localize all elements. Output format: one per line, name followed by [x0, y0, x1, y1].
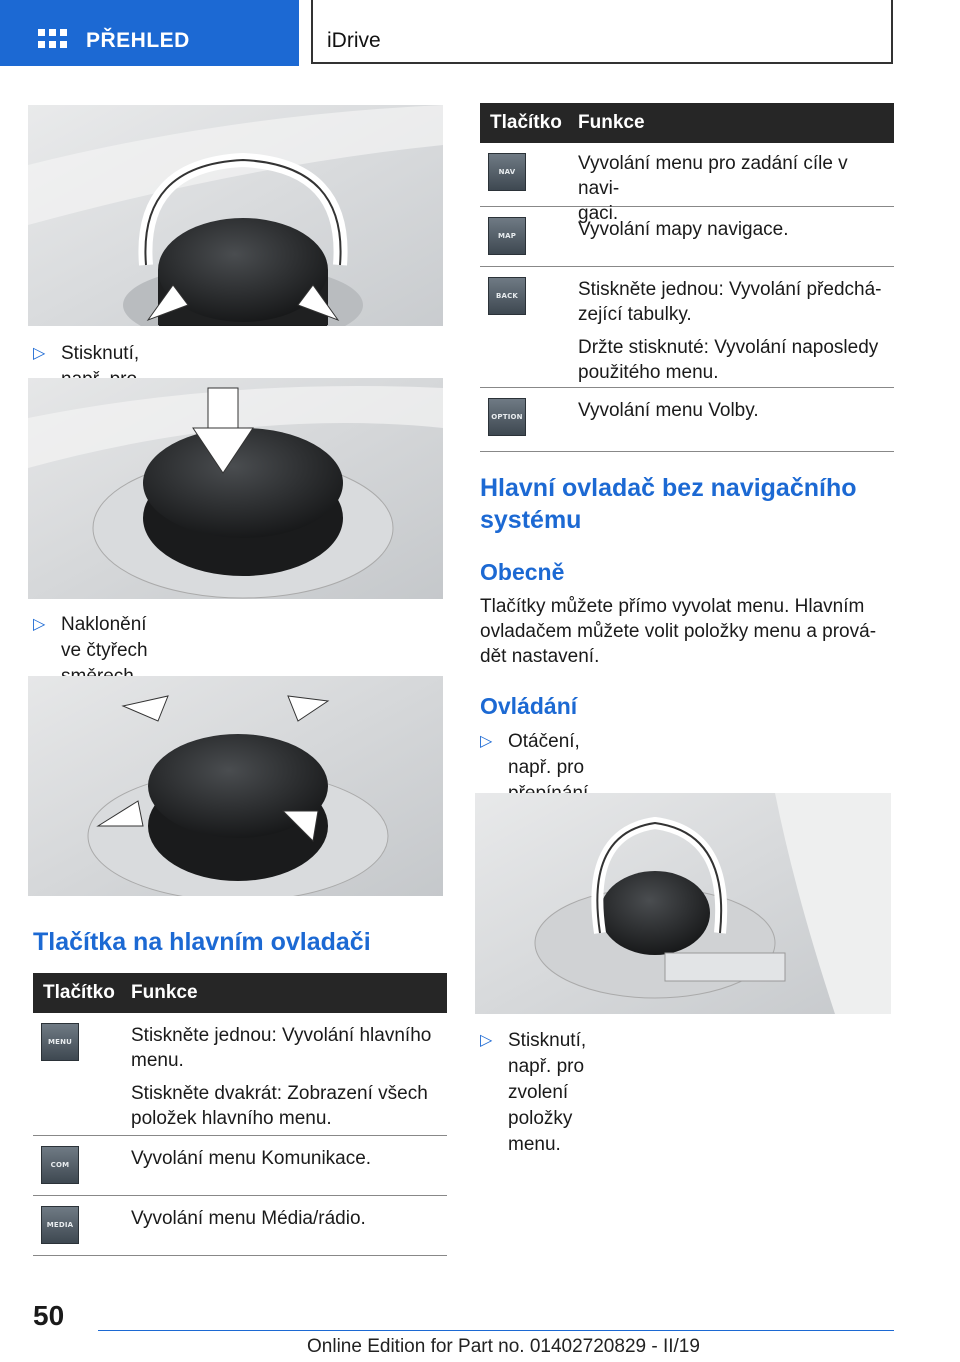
table-row	[480, 267, 894, 388]
footer-divider	[98, 1330, 894, 1331]
bullet-triangle-icon: ▷	[33, 616, 46, 633]
table-header	[33, 973, 447, 1013]
cell-line: zející tabulky.	[578, 304, 692, 325]
cell-line: Vyvolání menu pro zadání cíle v navi-	[578, 153, 848, 199]
cell-line: Stiskněte jednou: Vyvolání hlavního	[131, 1025, 432, 1046]
paragraph-general	[480, 594, 876, 669]
table-row	[33, 1196, 447, 1256]
subheading-operation: Ovládání	[480, 693, 578, 719]
paragraph-line: dět nastavení.	[480, 646, 600, 667]
function-cell: Vyvolání menu Média/rádio.	[131, 1208, 366, 1229]
bullet-text-line: Naklonění ve čtyřech	[61, 614, 148, 661]
bullet-text: Stisknutí,	[61, 343, 140, 364]
cell-line: gaci.	[578, 203, 619, 224]
paragraph-line: Tlačítky můžete přímo vyvolat menu. Hlavním	[480, 596, 865, 617]
nav-tab-overview[interactable]	[0, 0, 299, 66]
bullet-text-line: Otáčení, např. pro	[508, 731, 585, 778]
bullet-triangle-icon: ▷	[33, 345, 46, 362]
nav-tab-label: PŘEHLED	[86, 29, 190, 52]
function-cell: Vyvolání menu Volby.	[578, 400, 759, 421]
cell-line: menu.	[131, 1050, 184, 1071]
column-header-button: Tlačítko	[43, 982, 115, 1003]
column-header-button: Tlačítko	[490, 112, 562, 133]
buttons-table-left	[33, 973, 447, 1256]
function-cell: Vyvolání menu Komunikace.	[131, 1148, 372, 1169]
option-button-icon: OPTION	[488, 398, 526, 436]
back-button-icon: BACK	[488, 277, 526, 315]
table-row	[33, 1136, 447, 1196]
bullet-text: Stisknutí, např. pro zvolení položky menu.	[508, 1030, 587, 1155]
controller-tilt-photo	[28, 676, 443, 896]
subheading-general: Obecně	[480, 559, 565, 585]
nav-button-icon: NAV	[488, 153, 526, 191]
menu-button-icon: MENU	[41, 1023, 79, 1061]
controller-rotate-photo-right	[475, 793, 891, 1014]
section-heading-without-navigation	[480, 472, 857, 536]
map-button-icon: MAP	[488, 217, 526, 255]
table-row	[480, 143, 894, 224]
media-button-icon: MEDIA	[41, 1206, 79, 1244]
paragraph-line: ovladačem můžete volit položky menu a prová-	[480, 621, 877, 642]
buttons-table-right	[480, 103, 894, 452]
bullet-triangle-icon: ▷	[480, 1032, 493, 1049]
controller-rotate-photo	[28, 105, 443, 326]
section-header	[311, 0, 893, 64]
controller-push-photo	[28, 378, 443, 599]
table-row	[480, 388, 894, 452]
bullet-triangle-icon: ▷	[480, 733, 493, 750]
table-row	[33, 1013, 447, 1136]
function-cell	[578, 277, 881, 393]
com-button-icon: COM	[41, 1146, 79, 1184]
section-heading-buttons: Tlačítka na hlavním ovladači	[33, 928, 371, 956]
footer-edition: Online Edition for Part no. 01402720829 - II/19	[307, 1336, 700, 1357]
page-number: 50	[33, 1300, 65, 1331]
heading-line: Hlavní ovladač bez navigačního	[480, 474, 857, 502]
heading-line: systému	[480, 506, 582, 534]
function-cell	[131, 1023, 431, 1139]
table-header	[480, 103, 894, 143]
column-header-function: Funkce	[578, 112, 645, 133]
cell-line: položek hlavního menu.	[131, 1108, 332, 1129]
cell-line: Stiskněte dvakrát: Zobrazení všech	[131, 1083, 428, 1104]
table-row	[480, 207, 894, 267]
function-cell: Vyvolání mapy navigace.	[578, 219, 789, 240]
cell-line: Stiskněte jednou: Vyvolání předchá-	[578, 279, 882, 300]
cell-line: použitého menu.	[578, 362, 719, 383]
column-header-function: Funkce	[131, 982, 198, 1003]
section-title: iDrive	[327, 29, 381, 52]
cell-line: Držte stisknuté: Vyvolání naposledy	[578, 337, 879, 358]
grid-icon	[38, 29, 68, 53]
